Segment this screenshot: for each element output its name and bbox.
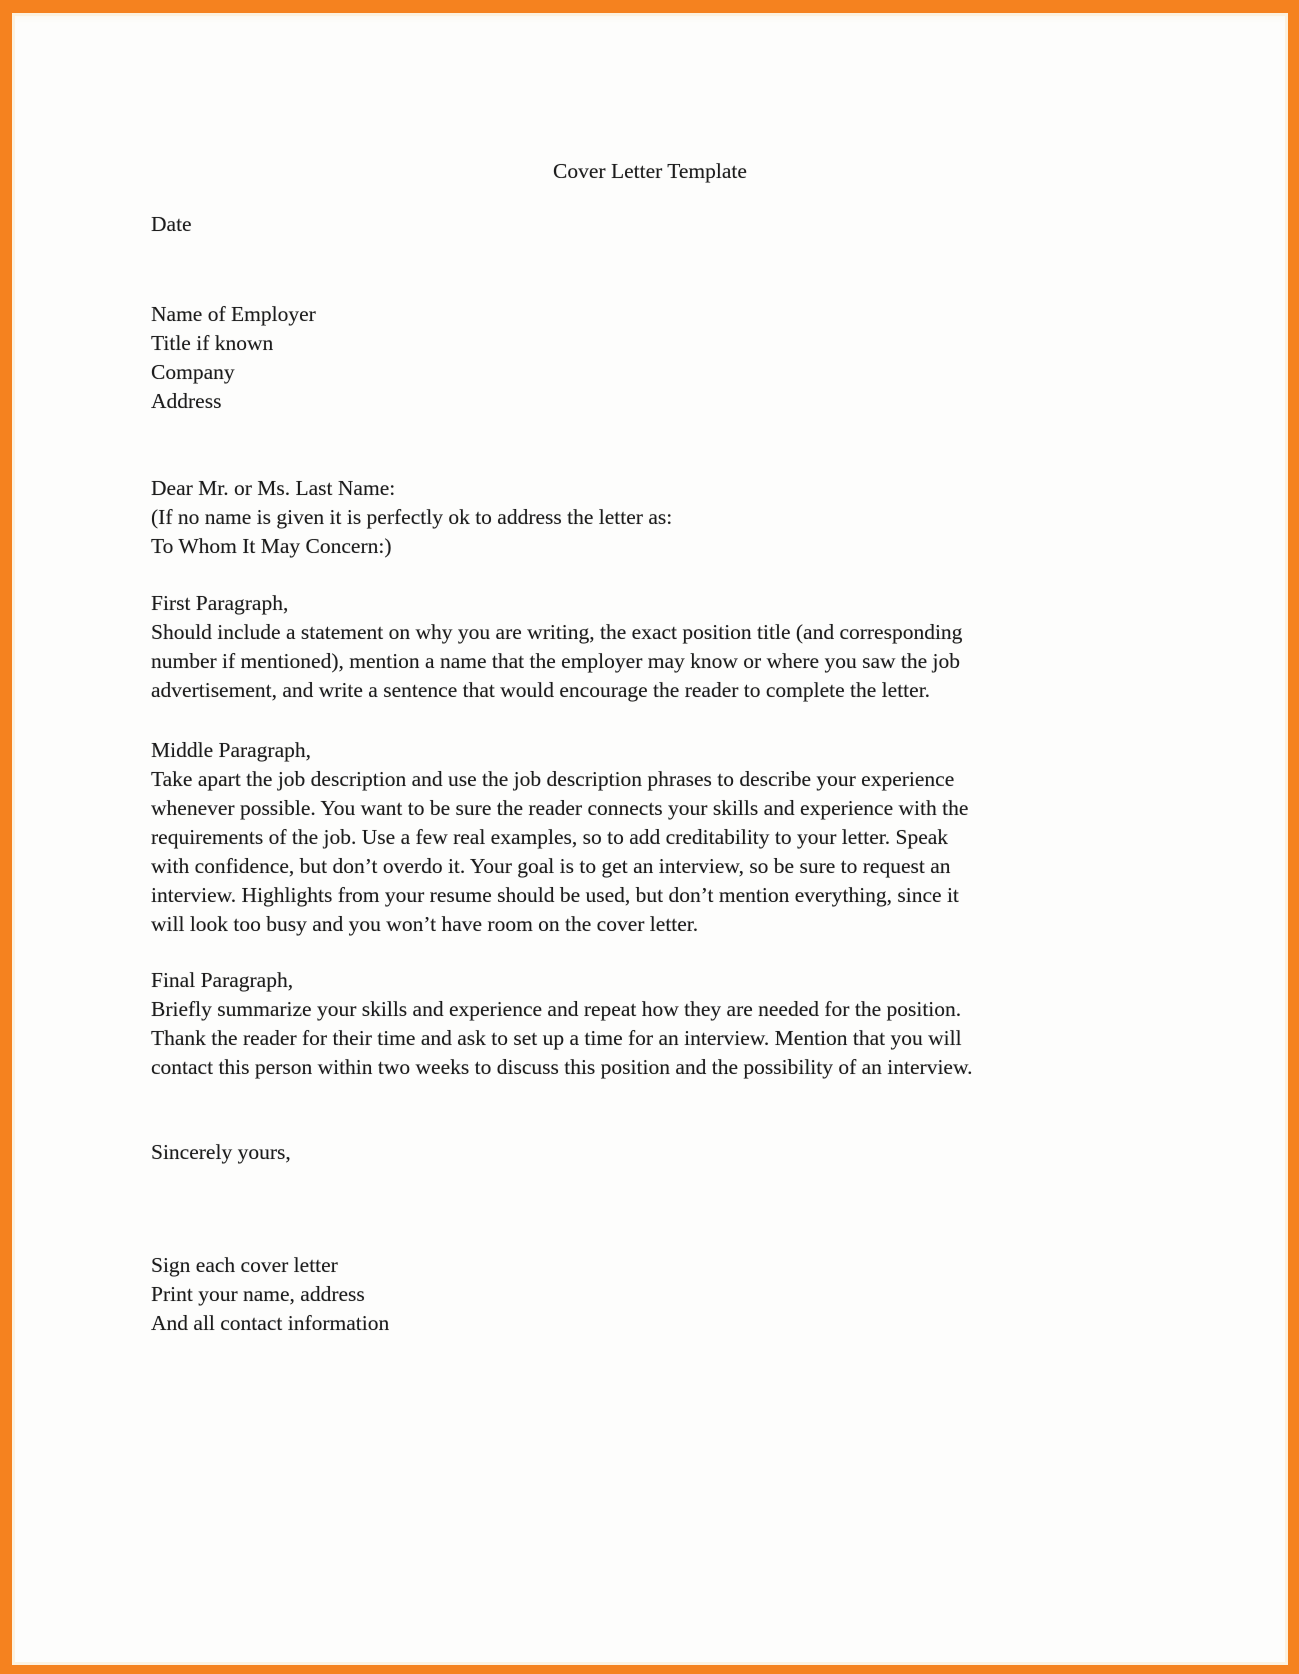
cover-letter-document	[151, 157, 1149, 1338]
paragraph-line: Briefly summarize your skills and experience and repeat how they are needed for the position.	[151, 997, 962, 1021]
paragraph-line: Should include a statement on why you are writing, the exact position title (and corresponding	[151, 620, 963, 644]
first-paragraph	[151, 589, 1149, 705]
salutation-block	[151, 474, 1149, 561]
middle-paragraph	[151, 736, 1149, 939]
salutation-line: Dear Mr. or Ms. Last Name:	[151, 476, 396, 500]
closing-salutation: Sincerely yours,	[151, 1140, 291, 1164]
date-placeholder: Date	[151, 212, 192, 236]
paragraph-line: interview. Highlights from your resume should be used, but don’t mention everything, since it	[151, 883, 959, 907]
middle-paragraph-heading: Middle Paragraph,	[151, 738, 312, 762]
letter-paper	[12, 13, 1288, 1665]
salutation-note-line: (If no name is given it is perfectly ok to address the letter as:	[151, 505, 673, 529]
recipient-company: Company	[151, 360, 235, 384]
document-title: Cover Letter Template	[553, 159, 747, 183]
paragraph-line: requirements of the job. Use a few real examples, so to add creditability to your letter. Speak	[151, 825, 949, 849]
paragraph-line: will look too busy and you won’t have room on the cover letter.	[151, 912, 699, 936]
signature-instruction-print: Print your name, address	[151, 1282, 365, 1306]
paragraph-line: with confidence, but don’t overdo it. Your goal is to get an interview, so be sure to request an	[151, 854, 951, 878]
paragraph-line: advertisement, and write a sentence that would encourage the reader to complete the letter.	[151, 678, 931, 702]
recipient-address: Address	[151, 389, 222, 413]
recipient-name: Name of Employer	[151, 302, 316, 326]
paragraph-line: contact this person within two weeks to discuss this position and the possibility of an interview.	[151, 1055, 973, 1079]
paragraph-line: Thank the reader for their time and ask to set up a time for an interview. Mention that you will	[151, 1026, 962, 1050]
final-paragraph-heading: Final Paragraph,	[151, 968, 294, 992]
signature-instruction-sign: Sign each cover letter	[151, 1253, 338, 1277]
signature-instruction-contact: And all contact information	[151, 1311, 390, 1335]
signature-block	[151, 1251, 1149, 1338]
final-paragraph	[151, 966, 1149, 1082]
recipient-block	[151, 300, 1149, 416]
salutation-concern-line: To Whom It May Concern:)	[151, 534, 392, 558]
first-paragraph-heading: First Paragraph,	[151, 591, 289, 615]
paragraph-line: Take apart the job description and use the job description phrases to describe your experience	[151, 767, 955, 791]
paragraph-line: whenever possible. You want to be sure the reader connects your skills and experience with the	[151, 796, 969, 820]
paragraph-line: number if mentioned), mention a name that the employer may know or where you saw the job	[151, 649, 961, 673]
recipient-title: Title if known	[151, 331, 274, 355]
